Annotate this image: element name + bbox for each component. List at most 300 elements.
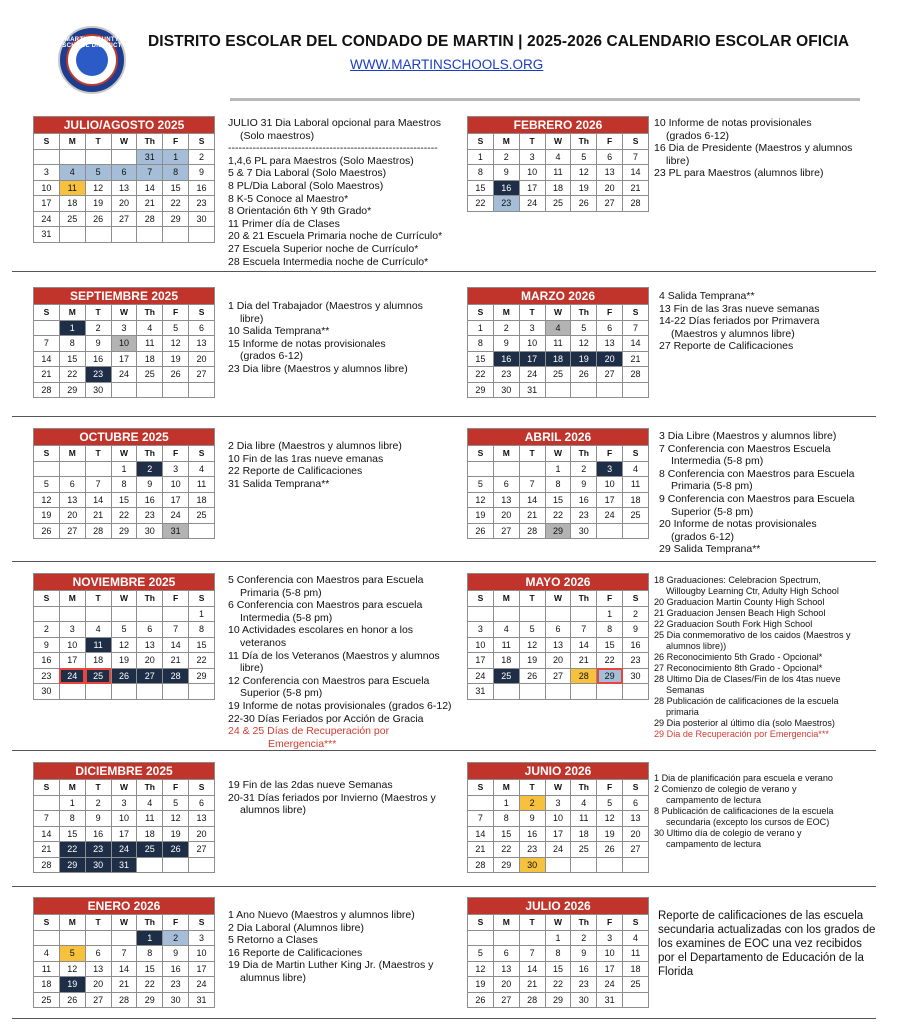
week-row [468, 622, 649, 638]
day-cell: 14 [111, 961, 137, 977]
week-row [468, 977, 649, 993]
day-cell: 5 [163, 320, 189, 336]
day-cell: 14 [34, 351, 60, 367]
day-cell: 21 [111, 977, 137, 993]
month-notes [228, 117, 442, 268]
day-cell: 23 [189, 196, 215, 212]
weekday-label: S [189, 591, 215, 607]
day-cell: 6 [111, 165, 137, 181]
day-cell: 7 [519, 946, 545, 962]
day-cell: 12 [468, 492, 494, 508]
weekday-label: W [111, 591, 137, 607]
day-cell: 5 [468, 477, 494, 493]
day-cell: 13 [111, 180, 137, 196]
weekday-label: F [597, 780, 623, 796]
day-cell: 18 [623, 961, 649, 977]
day-cell: 7 [163, 622, 189, 638]
day-cell: 1 [59, 320, 85, 336]
weekday-label: T [519, 591, 545, 607]
day-cell: 28 [623, 367, 649, 383]
note-item: 27 Escuela Superior noche de Currículo* [228, 242, 419, 255]
note-item: veteranos [240, 636, 287, 649]
day-cell: 3 [468, 622, 494, 638]
month-calendar-julio-2026 [467, 897, 649, 1008]
day-cell: 4 [623, 930, 649, 946]
day-cell [59, 684, 85, 700]
day-cell: 21 [34, 842, 60, 858]
weekday-label: W [545, 780, 571, 796]
note-item: 23 Dia libre (Maestros y alumnos libre) [228, 362, 408, 375]
day-cell: 12 [571, 165, 597, 181]
note-item: 20-31 Días feriados por Invierno (Maestros y [228, 791, 436, 804]
day-cell: 5 [519, 622, 545, 638]
day-cell [545, 684, 571, 700]
week-row [34, 523, 215, 539]
week-row [34, 961, 215, 977]
week-row [468, 351, 649, 367]
month-title: JULIO/AGOSTO 2025 [33, 116, 215, 133]
week-row [468, 961, 649, 977]
day-cell: 6 [493, 477, 519, 493]
day-cell: 16 [34, 653, 60, 669]
day-cell: 2 [623, 606, 649, 622]
day-cell: 28 [571, 668, 597, 684]
weekday-label: T [519, 915, 545, 931]
weekday-label: S [468, 915, 494, 931]
day-cell: 16 [519, 826, 545, 842]
day-cell: 29 [545, 523, 571, 539]
weekday-header-row [34, 780, 215, 796]
day-cell [623, 992, 649, 1008]
weekday-label: Th [137, 915, 163, 931]
weekday-label: S [623, 591, 649, 607]
note-item: 10 Fin de las 1ras nueve emanas [228, 452, 384, 465]
day-cell: 13 [189, 811, 215, 827]
day-cell: 12 [59, 961, 85, 977]
note-item: 28 Publicación de calificaciones de la escuela [654, 696, 839, 706]
day-cell: 19 [163, 351, 189, 367]
day-cell: 17 [111, 351, 137, 367]
day-cell: 22 [59, 842, 85, 858]
month-grid [467, 133, 649, 212]
day-cell: 22 [163, 196, 189, 212]
day-cell: 9 [85, 336, 111, 352]
day-cell: 27 [137, 668, 163, 684]
day-cell: 5 [59, 946, 85, 962]
week-row [34, 795, 215, 811]
month-notes [228, 440, 402, 490]
day-cell [163, 857, 189, 873]
weekday-label: S [34, 591, 60, 607]
day-cell: 27 [111, 211, 137, 227]
day-cell: 14 [85, 492, 111, 508]
day-cell: 31 [163, 523, 189, 539]
day-cell: 20 [545, 653, 571, 669]
week-row [468, 684, 649, 700]
day-cell: 4 [189, 461, 215, 477]
week-row [34, 508, 215, 524]
month-grid [467, 914, 649, 1008]
day-cell: 17 [34, 196, 60, 212]
day-cell: 17 [163, 492, 189, 508]
week-row [34, 842, 215, 858]
day-cell [623, 684, 649, 700]
week-row [468, 149, 649, 165]
week-row [468, 508, 649, 524]
day-cell: 19 [163, 826, 189, 842]
weekday-label: T [85, 591, 111, 607]
note-item: 19 Fin de las 2das nueve Semanas [228, 779, 393, 791]
day-cell: 15 [59, 351, 85, 367]
day-cell: 12 [111, 637, 137, 653]
day-cell [163, 227, 189, 243]
day-cell: 4 [137, 795, 163, 811]
day-cell: 12 [163, 811, 189, 827]
day-cell: 3 [111, 320, 137, 336]
day-cell: 13 [137, 637, 163, 653]
day-cell [34, 606, 60, 622]
note-item: 29 Dia de Recuperación por Emergencia*** [654, 729, 829, 739]
week-row [34, 977, 215, 993]
note-item: 27 Reporte de Calificaciones [659, 340, 794, 353]
day-cell [85, 149, 111, 165]
day-cell [137, 606, 163, 622]
note-item: 4 Salida Temprana** [659, 290, 755, 302]
day-cell: 10 [163, 477, 189, 493]
day-cell: 14 [623, 336, 649, 352]
day-cell [111, 382, 137, 398]
day-cell: 1 [59, 795, 85, 811]
month-notes [654, 773, 833, 850]
day-cell: 29 [189, 668, 215, 684]
week-row [468, 946, 649, 962]
day-cell [34, 320, 60, 336]
day-cell: 23 [85, 842, 111, 858]
weekday-label: W [545, 446, 571, 462]
day-cell [493, 606, 519, 622]
week-row [468, 795, 649, 811]
day-cell: 8 [111, 477, 137, 493]
day-cell: 30 [571, 523, 597, 539]
note-item: ------------------------------------------------------------ [228, 142, 438, 155]
week-row [34, 992, 215, 1008]
day-cell: 10 [111, 811, 137, 827]
district-logo [58, 26, 126, 94]
day-cell: 19 [468, 977, 494, 993]
day-cell: 30 [623, 668, 649, 684]
day-cell: 24 [597, 977, 623, 993]
day-cell: 23 [571, 508, 597, 524]
note-item: 12 Conferencia con Maestros para Escuela [228, 674, 430, 687]
day-cell: 24 [519, 196, 545, 212]
day-cell: 7 [623, 149, 649, 165]
note-item: Intermedia (5-8 pm) [240, 611, 333, 624]
month-calendar-diciembre-2025 [33, 762, 215, 873]
day-cell: 12 [163, 336, 189, 352]
day-cell: 25 [545, 367, 571, 383]
day-cell: 31 [111, 857, 137, 873]
day-cell: 27 [189, 842, 215, 858]
day-cell: 12 [519, 637, 545, 653]
day-cell: 30 [85, 857, 111, 873]
day-cell: 7 [111, 946, 137, 962]
day-cell: 14 [468, 826, 494, 842]
weekday-label: S [189, 134, 215, 150]
month-grid [33, 590, 215, 700]
week-row [34, 351, 215, 367]
weekday-label: W [111, 134, 137, 150]
day-cell: 3 [189, 930, 215, 946]
weekday-label: M [59, 134, 85, 150]
day-cell: 29 [493, 857, 519, 873]
day-cell: 28 [163, 668, 189, 684]
day-cell [59, 149, 85, 165]
week-row [34, 336, 215, 352]
day-cell: 6 [59, 477, 85, 493]
day-cell: 5 [111, 622, 137, 638]
day-cell: 2 [85, 320, 111, 336]
day-cell: 29 [59, 857, 85, 873]
day-cell [189, 382, 215, 398]
day-cell [189, 227, 215, 243]
day-cell: 21 [85, 508, 111, 524]
day-cell: 17 [59, 653, 85, 669]
weekday-label: S [623, 134, 649, 150]
weekday-label: F [597, 915, 623, 931]
weekday-label: W [545, 305, 571, 321]
month-title: JUNIO 2026 [467, 762, 649, 779]
note-item: 20 Informe de notas provisionales [659, 518, 817, 531]
month-grid [33, 304, 215, 398]
day-cell [111, 227, 137, 243]
day-cell: 1 [468, 320, 494, 336]
note-item: Willougby Learning Ctr, Adulty High School [666, 586, 839, 596]
day-cell: 13 [623, 811, 649, 827]
day-cell: 1 [493, 795, 519, 811]
day-cell: 8 [163, 165, 189, 181]
district-website-link[interactable]: WWW.MARTINSCHOOLS.ORG [350, 57, 544, 72]
weekday-label: S [189, 305, 215, 321]
day-cell: 19 [571, 180, 597, 196]
day-cell: 6 [597, 149, 623, 165]
day-cell: 7 [34, 336, 60, 352]
note-item: 15 Informe de notas provisionales [228, 337, 386, 350]
day-cell: 10 [545, 811, 571, 827]
note-item: 16 Dia de Presidente (Maestros y alumnos [654, 142, 853, 155]
day-cell: 22 [137, 977, 163, 993]
day-cell: 18 [137, 351, 163, 367]
day-cell: 16 [493, 351, 519, 367]
day-cell: 31 [468, 684, 494, 700]
day-cell [571, 684, 597, 700]
day-cell [545, 857, 571, 873]
day-cell: 9 [571, 946, 597, 962]
weekday-label: S [623, 915, 649, 931]
weekday-header-row [34, 305, 215, 321]
week-row [468, 382, 649, 398]
weekday-label: S [34, 134, 60, 150]
day-cell [137, 857, 163, 873]
month-title: ABRIL 2026 [467, 428, 649, 445]
note-item: Emergencia*** [268, 737, 337, 750]
day-cell: 11 [623, 946, 649, 962]
day-cell: 14 [34, 826, 60, 842]
day-cell [623, 523, 649, 539]
day-cell [623, 857, 649, 873]
day-cell: 11 [571, 811, 597, 827]
note-item: 10 Informe de notas provisionales [654, 117, 812, 129]
day-cell: 20 [493, 977, 519, 993]
week-row [468, 165, 649, 181]
month-grid [33, 133, 215, 243]
weekday-label: T [519, 305, 545, 321]
day-cell: 12 [34, 492, 60, 508]
month-calendar-febrero-2026 [467, 116, 649, 212]
day-cell: 19 [34, 508, 60, 524]
day-cell: 5 [85, 165, 111, 181]
day-cell: 16 [189, 180, 215, 196]
weekday-label: W [545, 591, 571, 607]
day-cell: 8 [545, 946, 571, 962]
week-row [34, 149, 215, 165]
month-calendar-septiembre-2025 [33, 287, 215, 398]
day-cell: 20 [85, 977, 111, 993]
day-cell: 27 [597, 367, 623, 383]
note-item: Primaria (5-8 pm) [240, 586, 322, 599]
day-cell: 29 [137, 992, 163, 1008]
weekday-header-row [468, 591, 649, 607]
day-cell: 2 [571, 930, 597, 946]
week-row [34, 165, 215, 181]
month-notes [228, 909, 433, 985]
month-title: ENERO 2026 [33, 897, 215, 914]
day-cell: 5 [34, 477, 60, 493]
day-cell [111, 149, 137, 165]
day-cell: 25 [85, 668, 111, 684]
day-cell: 26 [468, 992, 494, 1008]
day-cell: 2 [163, 930, 189, 946]
day-cell: 23 [163, 977, 189, 993]
weekday-label: Th [137, 134, 163, 150]
day-cell: 11 [137, 336, 163, 352]
day-cell: 14 [137, 180, 163, 196]
day-cell: 21 [623, 351, 649, 367]
day-cell: 28 [519, 992, 545, 1008]
week-row [468, 857, 649, 873]
day-cell: 17 [597, 492, 623, 508]
weekday-label: T [519, 134, 545, 150]
day-cell: 5 [468, 946, 494, 962]
note-item: 14-22 Días feriados por Primavera [659, 315, 820, 328]
day-cell: 21 [519, 508, 545, 524]
day-cell: 11 [137, 811, 163, 827]
weekday-label: Th [137, 446, 163, 462]
note-item: 5 Conferencia con Maestros para Escuela [228, 574, 424, 586]
day-cell: 19 [597, 826, 623, 842]
day-cell: 10 [519, 165, 545, 181]
weekday-header-row [34, 591, 215, 607]
day-cell [85, 461, 111, 477]
weekday-label: M [59, 591, 85, 607]
day-cell: 16 [137, 492, 163, 508]
day-cell: 24 [189, 977, 215, 993]
day-cell: 4 [623, 461, 649, 477]
day-cell: 28 [85, 523, 111, 539]
note-item: 6 Conferencia con Maestros para escuela [228, 599, 423, 612]
week-row [468, 523, 649, 539]
day-cell: 23 [137, 508, 163, 524]
day-cell: 29 [163, 211, 189, 227]
day-cell: 31 [34, 227, 60, 243]
note-item: 16 Reporte de Calificaciones [228, 946, 363, 959]
day-cell: 22 [59, 367, 85, 383]
day-cell: 9 [85, 811, 111, 827]
day-cell: 30 [137, 523, 163, 539]
note-item: Intermedia (5-8 pm) [671, 455, 764, 468]
week-row [34, 811, 215, 827]
day-cell: 4 [571, 795, 597, 811]
day-cell: 6 [493, 946, 519, 962]
day-cell: 16 [623, 637, 649, 653]
note-item: 30 Ultimo día de colegio de verano y [654, 828, 802, 838]
day-cell: 30 [493, 382, 519, 398]
note-item: 10 Salida Temprana** [228, 325, 330, 338]
note-item: Primaria (5-8 pm) [671, 480, 753, 493]
day-cell: 16 [571, 492, 597, 508]
day-cell [111, 606, 137, 622]
day-cell: 22 [189, 653, 215, 669]
note-item: 11 Primer día de Clases [228, 217, 340, 230]
day-cell: 17 [519, 351, 545, 367]
note-item: 26 Reconocimiento 5th Grado - Opcional* [654, 652, 823, 662]
weekday-header-row [468, 134, 649, 150]
day-cell: 30 [85, 382, 111, 398]
week-row [468, 492, 649, 508]
weekday-label: T [85, 915, 111, 931]
day-cell [163, 684, 189, 700]
note-item: 24 & 25 Días de Recuperación por [228, 725, 390, 738]
note-item: 22-30 Días Feriados por Acción de Gracia [228, 712, 424, 725]
weekday-label: F [163, 134, 189, 150]
week-row [468, 606, 649, 622]
month-grid [33, 914, 215, 1008]
note-item: (grados 6-12) [666, 129, 730, 142]
day-cell: 15 [545, 961, 571, 977]
note-item: 3 Dia Libre (Maestros y alumnos libre) [659, 430, 837, 442]
day-cell: 15 [111, 492, 137, 508]
day-cell: 21 [137, 196, 163, 212]
day-cell: 27 [493, 523, 519, 539]
note-item: 22 Reporte de Calificaciones [228, 465, 363, 478]
day-cell: 19 [468, 508, 494, 524]
note-item: (grados 6-12) [240, 350, 304, 363]
week-row [468, 196, 649, 212]
weekday-label: M [493, 915, 519, 931]
weekday-label: T [85, 305, 111, 321]
week-row [468, 992, 649, 1008]
day-cell: 14 [519, 961, 545, 977]
day-cell: 29 [597, 668, 623, 684]
day-cell: 15 [468, 180, 494, 196]
day-cell [85, 606, 111, 622]
day-cell: 30 [571, 992, 597, 1008]
day-cell: 18 [623, 492, 649, 508]
note-item: 1 Dia de planificación para escuela e verano [654, 773, 833, 783]
weekday-label: F [163, 591, 189, 607]
day-cell: 25 [137, 842, 163, 858]
day-cell: 11 [493, 637, 519, 653]
day-cell: 18 [189, 492, 215, 508]
